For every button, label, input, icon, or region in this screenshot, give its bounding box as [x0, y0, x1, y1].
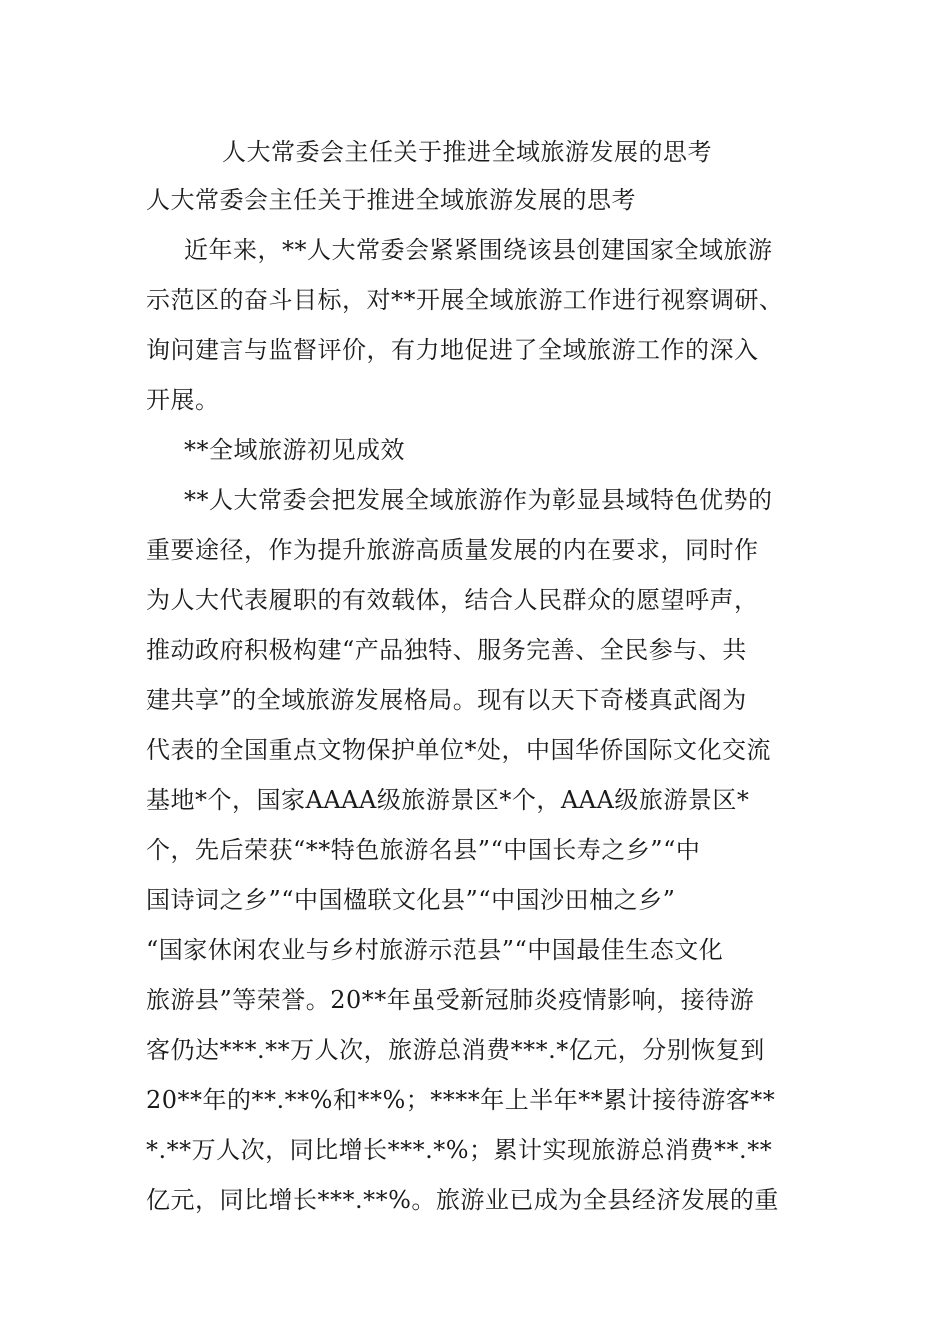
paragraph-line: 推动政府积极构建“产品独特、服务完善、全民参与、共 [146, 636, 747, 664]
paragraph-line: 基地*个，国家AAAA级旅游景区*个，AAA级旅游景区* [146, 786, 750, 814]
paragraph-line: 为人大代表履职的有效载体，结合人民群众的愿望呼声， [146, 586, 759, 614]
paragraph-line: 询问建言与监督评价，有力地促进了全域旅游工作的深入 [146, 336, 759, 364]
paragraph-line: 国诗词之乡”“中国楹联文化县”“中国沙田柚之乡” [146, 886, 676, 914]
paragraph-line: 亿元，同比增长***.**%。旅游业已成为全县经济发展的重 [146, 1186, 779, 1214]
paragraph-line: 建共享”的全域旅游发展格局。现有以天下奇楼真武阁为 [146, 686, 747, 714]
paragraph-line: 示范区的奋斗目标，对**开展全域旅游工作进行视察调研、 [146, 286, 784, 314]
paragraph-line: 重要途径，作为提升旅游高质量发展的内在要求，同时作 [146, 536, 759, 564]
paragraph-line: 开展。 [146, 386, 220, 414]
paragraph-line: “国家休闲农业与乡村旅游示范县”“中国最佳生态文化 [146, 936, 724, 964]
section-heading: **全域旅游初见成效 [184, 436, 405, 464]
paragraph-line: *.**万人次，同比增长***.*%；累计实现旅游总消费**.** [146, 1136, 773, 1164]
paragraph-line: 代表的全国重点文物保护单位*处，中国华侨国际文化交流 [146, 736, 771, 764]
document-title: 人大常委会主任关于推进全域旅游发展的思考 [222, 138, 712, 166]
paragraph-line: **人大常委会把发展全域旅游作为彰显县域特色优势的 [184, 486, 773, 514]
paragraph-line: 个，先后荣获“**特色旅游名县”“中国长寿之乡”“中 [146, 836, 701, 864]
paragraph-line: 旅游县”等荣誉。20**年虽受新冠肺炎疫情影响，接待游 [146, 986, 755, 1014]
document-subtitle: 人大常委会主任关于推进全域旅游发展的思考 [146, 186, 636, 214]
paragraph-line: 20**年的**.**%和**%；****年上半年**累计接待游客** [146, 1086, 776, 1114]
paragraph-line: 客仍达***.**万人次，旅游总消费***.*亿元，分别恢复到 [146, 1036, 765, 1064]
paragraph-line: 近年来，**人大常委会紧紧围绕该县创建国家全域旅游 [184, 236, 773, 264]
